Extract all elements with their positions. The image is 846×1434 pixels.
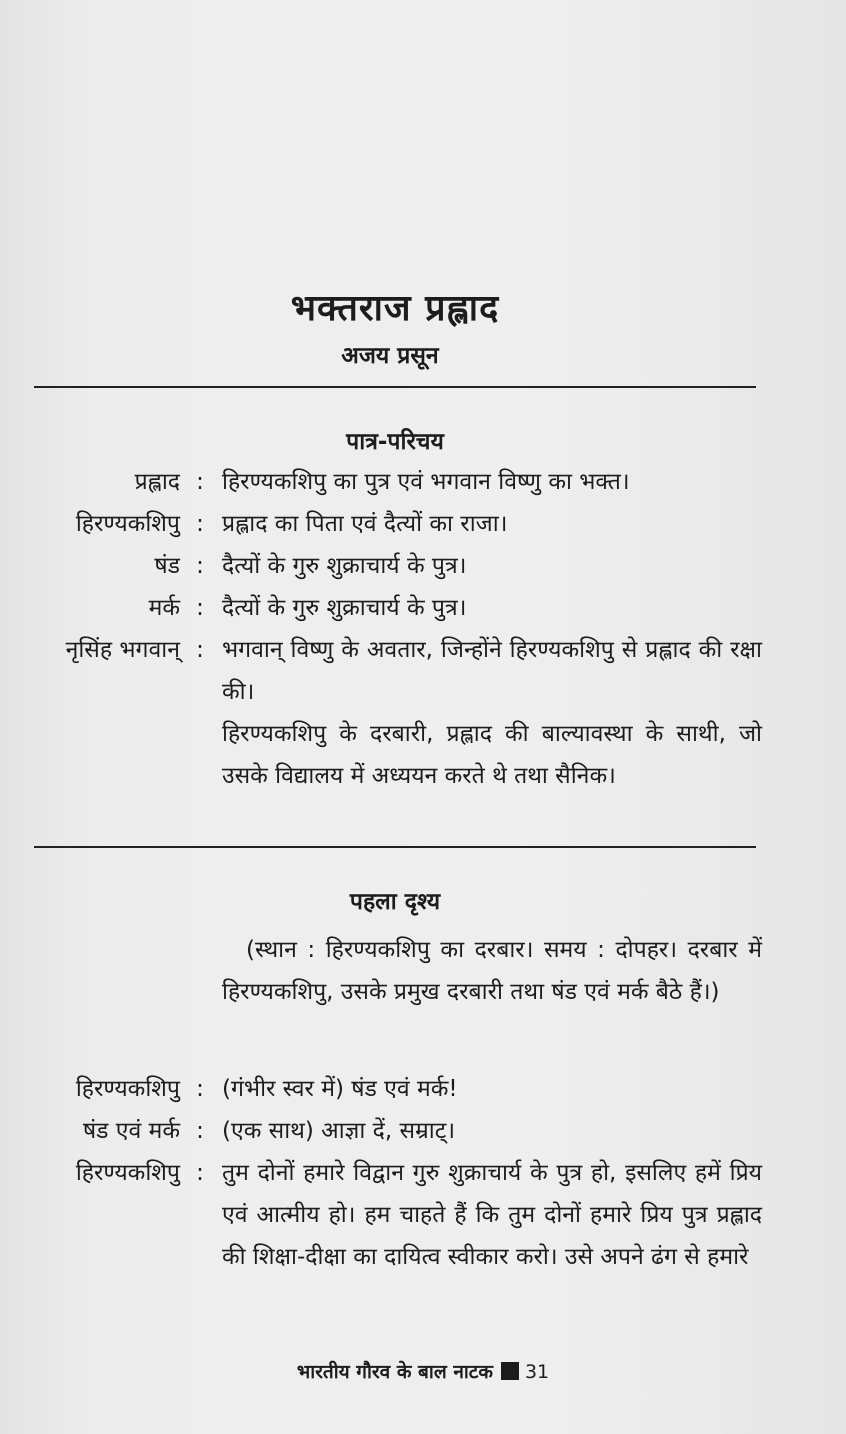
cast-name: हिरण्यकशिपु <box>75 511 180 537</box>
cast-description: भगवान् विष्णु के अवतार, जिन्होंने हिरण्यकशिपु से प्रह्लाद की रक्षा की। <box>222 637 762 705</box>
divider-top <box>34 386 756 388</box>
page-footer <box>0 1358 846 1384</box>
cast-name: प्रह्लाद <box>134 469 180 495</box>
cast-description: दैत्यों के गुरु शुक्राचार्य के पुत्र। <box>222 553 467 579</box>
colon-separator: : <box>196 595 204 621</box>
cast-note: हिरण्यकशिपु के दरबारी, प्रह्लाद की बाल्यावस्था के साथी, जो उसके विद्यालय में अध्ययन करते थे तथा सैनिक। <box>222 721 762 789</box>
colon-separator: : <box>196 469 204 495</box>
dialogue-text: तुम दोनों हमारे विद्वान गुरु शुक्राचार्य के पुत्र हो, इसलिए हमें प्रिय एवं आत्मीय हो। हम चाहते हैं कि तुम दोनों हमारे प्रिय पुत्र प्रह्लाद की शिक्षा-दीक्षा का दायित्व स्वीकार करो। उसे अपने ढंग से हमारे <box>222 1160 762 1270</box>
colon-separator: : <box>196 1076 204 1102</box>
scene-heading: पहला दृश्य <box>349 889 441 915</box>
play-title: भक्तराज प्रह्लाद <box>290 288 500 329</box>
speaker-name: षंड एवं मर्क <box>82 1118 180 1144</box>
book-title: भारतीय गौरव के बाल नाटक <box>296 1361 493 1383</box>
dialogue-text: (गंभीर स्वर में) षंड एवं मर्क! <box>222 1076 458 1102</box>
cast-heading: पात्र-परिचय <box>346 429 444 455</box>
cast-name: नृसिंह भगवान् <box>65 637 180 663</box>
colon-separator: : <box>196 1118 204 1144</box>
page-number: 31 <box>524 1361 550 1383</box>
speaker-name: हिरण्यकशिपु <box>75 1160 180 1186</box>
speaker-name: हिरण्यकशिपु <box>75 1076 180 1102</box>
cast-name: मर्क <box>148 595 180 621</box>
author-name: अजय प्रसून <box>341 343 439 369</box>
square-bullet-icon <box>501 1362 519 1380</box>
dialogue-text: (एक साथ) आज्ञा दें, सम्राट्। <box>222 1118 456 1144</box>
colon-separator: : <box>196 553 204 579</box>
cast-description: दैत्यों के गुरु शुक्राचार्य के पुत्र। <box>222 595 467 621</box>
colon-separator: : <box>196 1160 204 1186</box>
colon-separator: : <box>196 511 204 537</box>
cast-name: षंड <box>154 553 180 579</box>
divider-middle <box>34 846 756 848</box>
cast-description: प्रह्लाद का पिता एवं दैत्यों का राजा। <box>222 511 508 537</box>
stage-direction: (स्थान : हिरण्यकशिपु का दरबार। समय : दोपहर। दरबार में हिरण्यकशिपु, उसके प्रमुख दरबारी तथा षंड एवं मर्क बैठे हैं।) <box>222 937 762 1005</box>
colon-separator: : <box>196 637 204 663</box>
cast-description: हिरण्यकशिपु का पुत्र एवं भगवान विष्णु का भक्त। <box>222 469 630 495</box>
